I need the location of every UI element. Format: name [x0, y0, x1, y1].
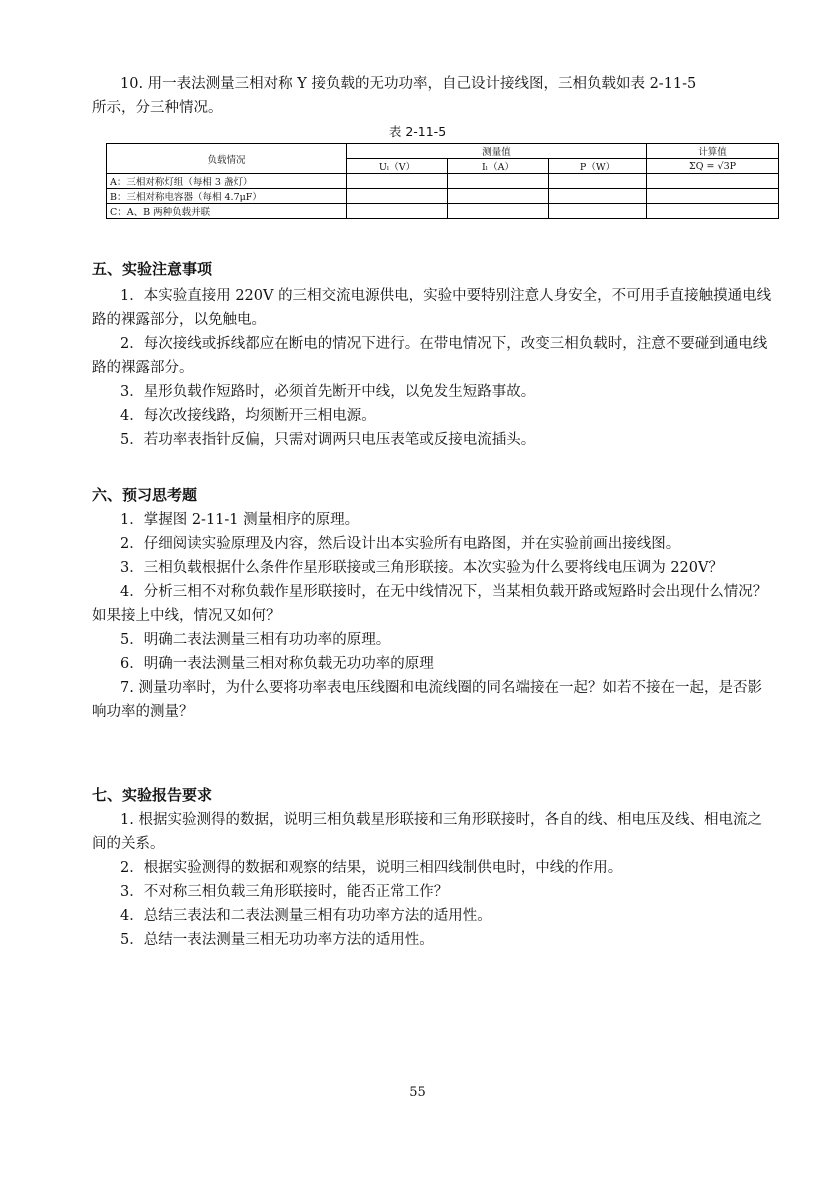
header-load: 负载情况 — [107, 144, 347, 174]
section-5-title: 五、实验注意事项 — [92, 260, 213, 278]
table-cell — [347, 204, 448, 219]
header-calculated: 计算值 — [647, 144, 779, 159]
section-6-title: 六、预习思考题 — [92, 486, 198, 504]
section-5-list — [92, 284, 772, 452]
section-7-list — [92, 808, 772, 952]
list-item: 7. 测量功率时，为什么要将功率表电压线圈和电流线圈的同名端接在一起？如若不接在一起，是否影响功率的测量？ — [92, 680, 762, 720]
list-item: 3．不对称三相负载三角形联接时，能否正常工作？ — [120, 884, 449, 900]
table-cell — [647, 204, 779, 219]
list-item: 5．明确二表法测量三相有功功率的原理。 — [120, 632, 391, 648]
table-cell — [549, 204, 647, 219]
header-il: Iₗ（A） — [448, 159, 549, 174]
list-item: 1．本实验直接用 220V 的三相交流电源供电，实验中要特别注意人身安全，不可用手直接触摸通电线路的裸露部分，以免触电。 — [92, 288, 772, 328]
list-item: 4．每次改接线路，均须断开三相电源。 — [120, 408, 376, 424]
row-label-b: B：三相对称电容器（每相 4.7μF） — [107, 189, 347, 204]
list-item: 4．分析三相不对称负载作星形联接时，在无中线情况下，当某相负载开路或短路时会出现什么情况？如果接上中线，情况又如何？ — [92, 584, 768, 624]
list-item: 2．仔细阅读实验原理及内容，然后设计出本实验所有电路图，并在实验前画出接线图。 — [120, 536, 681, 552]
table-cell — [347, 189, 448, 204]
table-cell — [448, 174, 549, 189]
list-item: 3．三相负载根据什么条件作星形联接或三角形联接。本次实验为什么要将线电压调为 220V？ — [120, 560, 723, 576]
table-cell — [647, 174, 779, 189]
table-cell — [647, 189, 779, 204]
intro-line-1: 10. 用一表法测量三相对称 Y 接负载的无功功率，自己设计接线图，三相负载如表 2-11-5 — [120, 76, 697, 92]
list-item: 6．明确一表法测量三相对称负载无功功率的原理 — [120, 656, 434, 672]
list-item: 3．星形负载作短路时，必须首先断开中线，以免发生短路事故。 — [120, 384, 536, 400]
list-item: 5．总结一表法测量三相无功功率方法的适用性。 — [120, 932, 434, 948]
table-cell — [448, 189, 549, 204]
table-cell — [549, 174, 647, 189]
table-row — [107, 189, 779, 204]
header-measured: 测量值 — [347, 144, 647, 159]
intro-line-2: 所示，分三种情况。 — [92, 100, 223, 116]
table-cell — [448, 204, 549, 219]
section-6-list — [92, 508, 772, 724]
page-number: 55 — [409, 1085, 426, 1100]
table-header-row-1 — [107, 144, 779, 159]
header-p: P（W） — [549, 159, 647, 174]
table-cell — [549, 189, 647, 204]
table-cell — [347, 174, 448, 189]
row-label-c: C：A、B 两种负载并联 — [107, 204, 347, 219]
header-ul: Uₗ（V） — [347, 159, 448, 174]
table-row — [107, 174, 779, 189]
list-item: 1．掌握图 2-11-1 测量相序的原理。 — [120, 512, 360, 528]
list-item: 2．根据实验测得的数据和观察的结果，说明三相四线制供电时，中线的作用。 — [120, 860, 623, 876]
intro-paragraph — [92, 72, 772, 120]
list-item: 2．每次接线或拆线都应在断电的情况下进行。在带电情况下，改变三相负载时，注意不要碰到通电线路的裸露部分。 — [92, 336, 768, 376]
header-q: ΣQ = √3P — [647, 159, 779, 174]
list-item: 5．若功率表指针反偏，只需对调两只电压表笔或反接电流插头。 — [120, 432, 536, 448]
list-item: 1. 根据实验测得的数据，说明三相负载星形联接和三角形联接时，各自的线、相电压及线、相电流之间的关系。 — [92, 812, 762, 852]
list-item: 4．总结三表法和二表法测量三相有功功率方法的适用性。 — [120, 908, 492, 924]
row-label-a: A：三相对称灯组（每相 3 盏灯） — [107, 174, 347, 189]
table-row — [107, 204, 779, 219]
load-table — [106, 143, 779, 219]
table-caption: 表 2-11-5 — [388, 124, 447, 139]
section-7-title: 七、实验报告要求 — [92, 786, 213, 804]
